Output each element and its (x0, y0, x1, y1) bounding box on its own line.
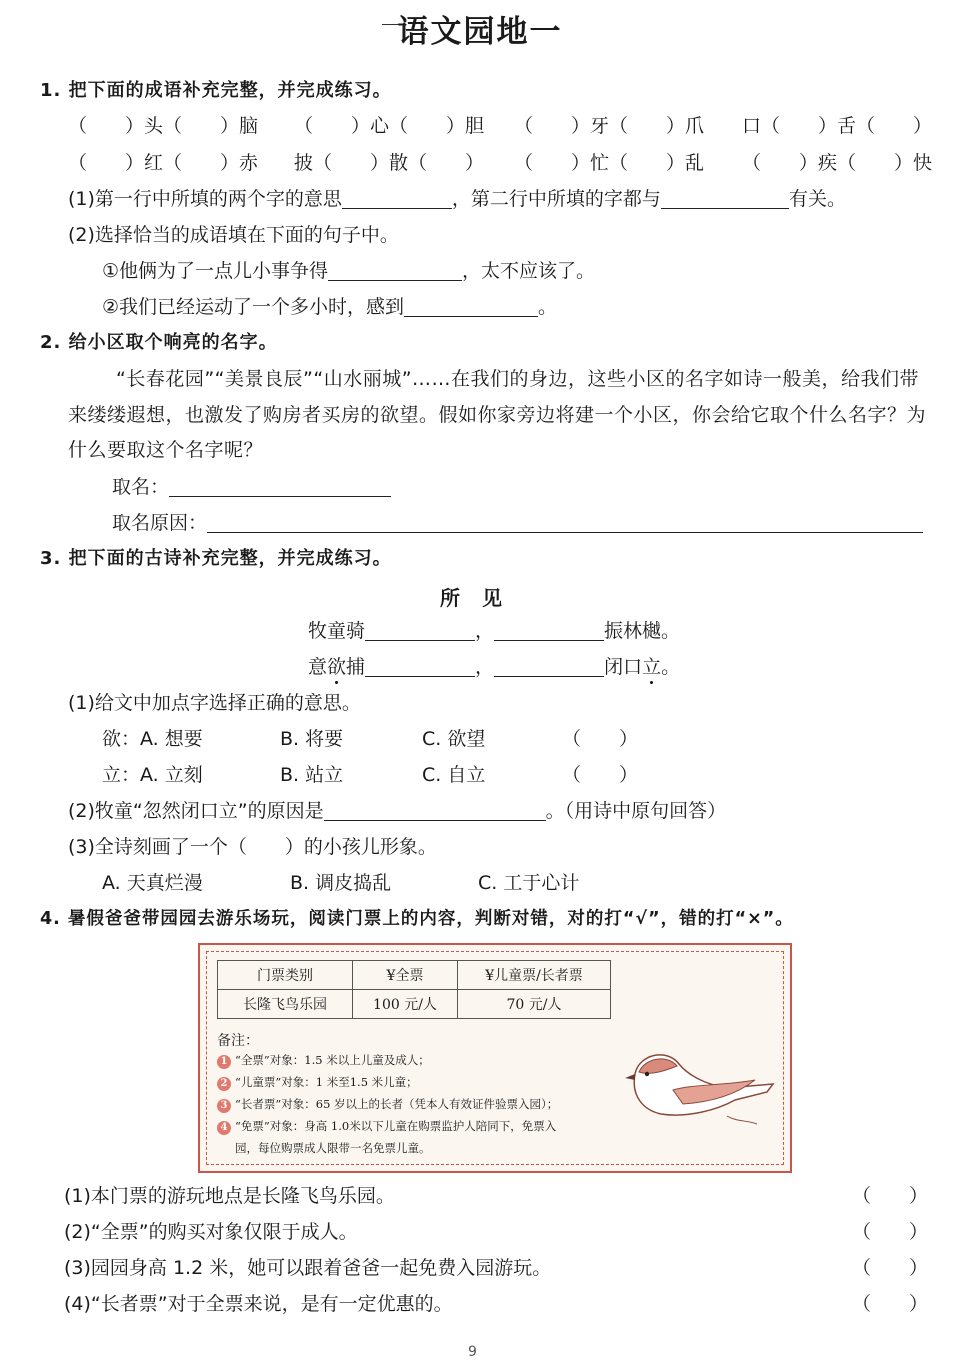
q4-item-4: (4)“长者票”对于全票来说，是有一定优惠的。 (64, 1293, 453, 1315)
ticket-inner-border (206, 951, 784, 1165)
ticket-park-name: 长隆飞鸟乐园 (218, 990, 353, 1019)
q1-sub1 (68, 186, 846, 212)
q3-sub2-text-a: (2)牧童“忽然闭口立”的原因是 (68, 800, 324, 822)
q1-sub2: (2)选择恰当的成语填在下面的句子中。 (68, 224, 399, 246)
note-1 (217, 1052, 430, 1069)
name-input-line[interactable] (169, 476, 391, 497)
note-badge-1: 1 (217, 1055, 231, 1069)
q4-paren-2[interactable]: （ ） (852, 1221, 929, 1243)
poem-line-2-sep: ， (475, 656, 495, 678)
q1-sub1-text-a: (1)第一行中所填的两个字的意思 (68, 188, 342, 210)
idiom-2: （ ）心（ ）胆 (294, 115, 485, 137)
q4-paren-1[interactable]: （ ） (852, 1185, 929, 1207)
dotted-char-yu: 欲 (327, 656, 347, 678)
note-4-continued: 园，每位购票成人限带一名免票儿童。 (235, 1141, 431, 1155)
poem-blank-4[interactable] (494, 656, 604, 677)
dotted-char-li: 立 (642, 656, 662, 678)
poem-blank-3[interactable] (365, 656, 475, 677)
poem-line-1 (308, 618, 680, 644)
q1-sentence-2 (102, 294, 557, 320)
q4-item-3: (3)园园身高 1.2 米，她可以跟着爸爸一起免费入园游玩。 (64, 1257, 552, 1279)
reason-label: 取名原因： (112, 512, 208, 534)
q2-heading: 2. 给小区取个响亮的名字。 (40, 332, 278, 353)
li-option-b: B. 站立 (280, 764, 344, 786)
yu-answer-paren[interactable]: （ ） (562, 728, 639, 750)
q4-item-1: (1)本门票的游玩地点是长隆飞鸟乐园。 (64, 1185, 395, 1207)
yu-option-b: B. 将要 (280, 728, 344, 750)
ticket-header-row (218, 961, 611, 990)
poem-line-2 (308, 654, 680, 680)
blank-sentence-1[interactable] (328, 260, 462, 281)
blank-related[interactable] (661, 188, 789, 209)
q1-sub1-text-b: ，第二行中所填的字都与 (451, 188, 661, 210)
q3-heading: 3. 把下面的古诗补充完整，并完成练习。 (40, 548, 392, 569)
blank-sentence-2[interactable] (404, 296, 538, 317)
notes-title: 备注： (217, 1033, 259, 1049)
note-badge-3: 3 (217, 1099, 231, 1113)
name-label: 取名： (112, 476, 170, 498)
q3-sub3: (3)全诗刻画了一个（ ）的小孩儿形象。 (68, 836, 437, 858)
poem-line-2-b2: 。 (661, 656, 681, 678)
poem-title: 所见 (440, 586, 524, 610)
page-number: 9 (468, 1344, 477, 1360)
q1-sub1-text-c: 有关。 (788, 188, 846, 210)
note-badge-2: 2 (217, 1077, 231, 1091)
admission-ticket (198, 943, 792, 1173)
yu-option-c: C. 欲望 (422, 728, 486, 750)
blank-meaning[interactable] (342, 188, 452, 209)
q2-paragraph: “长春花园”“美景良辰”“山水丽城”……在我们的身边，这些小区的名字如诗一般美，给我们带来缕缕遐想，也激发了购房者买房的欲望。假如你家旁边将建一个小区，你会给它取个什么名字？为什么要取这个名字呢？ (68, 368, 927, 461)
option-a: A. 天真烂漫 (102, 872, 203, 894)
yu-option-a: 欲：A. 想要 (102, 728, 203, 750)
ticket-header-child: ¥儿童票/长者票 (458, 961, 611, 990)
option-c: C. 工于心计 (478, 872, 580, 894)
note-4 (217, 1118, 556, 1135)
idiom-6: 披（ ）散（ ） (294, 152, 485, 174)
poem-line-1-a: 牧童骑 (308, 620, 366, 642)
note-1-text: “全票”对象：1.5 米以上儿童及成人； (235, 1053, 430, 1067)
bird-icon (617, 1044, 777, 1134)
ticket-table (217, 960, 611, 1019)
sentence-1-text-a: ①他俩为了一点儿小事争得 (102, 260, 329, 282)
sentence-1-text-b: ，太不应该了。 (462, 260, 596, 282)
li-option-a: 立：A. 立刻 (102, 764, 203, 786)
idiom-5: （ ）红（ ）赤 (68, 152, 259, 174)
ticket-full-price: 100 元/人 (353, 990, 458, 1019)
idiom-8: （ ）疾（ ）快 (742, 152, 933, 174)
li-option-c: C. 自立 (422, 764, 486, 786)
q4-heading: 4. 暑假爸爸带园园去游乐场玩，阅读门票上的内容，判断对错，对的打“√”，错的打“×”。 (40, 909, 794, 929)
page-title: 语文园地一 (397, 14, 563, 50)
ticket-header-type: 门票类别 (218, 961, 353, 990)
note-3 (217, 1096, 558, 1113)
poem-line-2-b1: 闭口 (604, 656, 643, 678)
q4-paren-3[interactable]: （ ） (852, 1257, 929, 1279)
poem-line-2-a2: 捕 (346, 656, 366, 678)
q4-paren-4[interactable]: （ ） (852, 1293, 929, 1315)
q3-sub2-text-b: 。（用诗中原句回答） (545, 800, 727, 822)
note-3-text: “长者票”对象：65 岁以上的长者（凭本人有效证件验票入园）； (235, 1097, 559, 1111)
q3-sub2 (68, 798, 726, 824)
q3-sub1: (1)给文中加点字选择正确的意思。 (68, 692, 361, 714)
note-badge-4: 4 (217, 1121, 231, 1135)
sentence-2-text-b: 。 (538, 296, 558, 318)
sentence-2-text-a: ②我们已经运动了一个多小时，感到 (102, 296, 405, 318)
note-2-text: “儿童票”对象：1 米至1.5 米儿童； (235, 1075, 418, 1089)
poem-line-1-sep: ， (475, 620, 495, 642)
q2-name-row (112, 474, 391, 500)
q4-item-2: (2)“全票”的购买对象仅限于成人。 (64, 1221, 358, 1243)
poem-line-1-b: 振林樾。 (604, 620, 681, 642)
poem-blank-1[interactable] (365, 620, 475, 641)
q1-sentence-1 (102, 258, 595, 284)
ticket-header-full: ¥全票 (353, 961, 458, 990)
idiom-1: （ ）头（ ）脑 (68, 115, 259, 137)
poem-blank-2[interactable] (494, 620, 604, 641)
note-4-text: “免票”对象：身高 1.0米以下儿童在购票监护人陪同下，免票入 (235, 1119, 557, 1133)
li-answer-paren[interactable]: （ ） (562, 764, 639, 786)
idiom-7: （ ）忙（ ）乱 (514, 152, 705, 174)
q1-heading: 1. 把下面的成语补充完整，并完成练习。 (40, 80, 392, 101)
note-2 (217, 1074, 418, 1091)
idiom-4: 口（ ）舌（ ） (742, 115, 933, 137)
ticket-child-price: 70 元/人 (458, 990, 611, 1019)
poem-line-2-a: 意 (308, 656, 328, 678)
idiom-3: （ ）牙（ ）爪 (514, 115, 705, 137)
q2-reason-row (112, 510, 923, 536)
option-b: B. 调皮捣乱 (290, 872, 392, 894)
blank-reason-line[interactable] (324, 800, 546, 821)
ticket-data-row (218, 990, 611, 1019)
reason-input-line[interactable] (207, 512, 923, 533)
